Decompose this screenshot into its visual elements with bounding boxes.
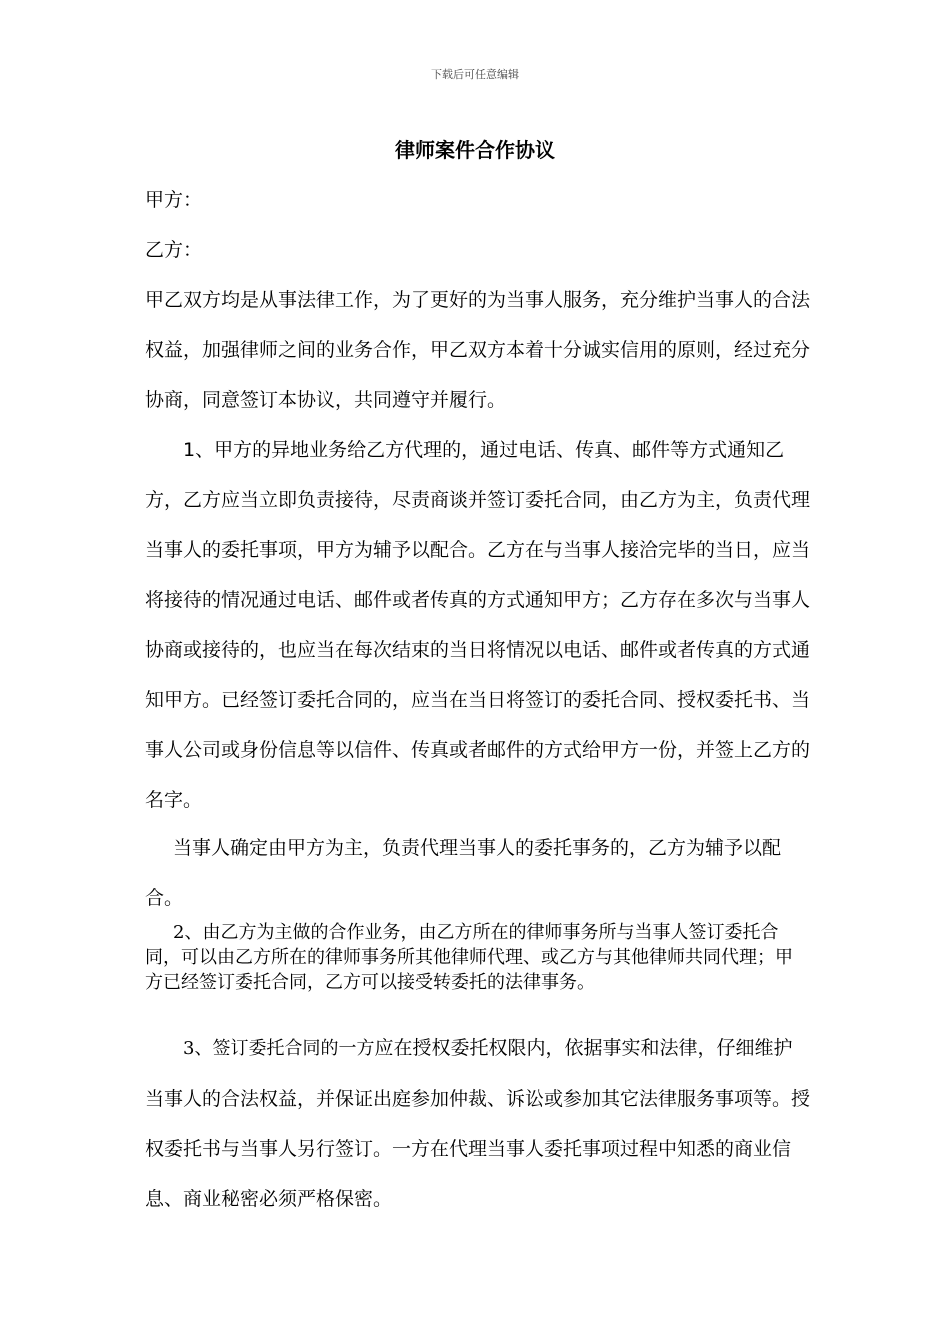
clause-1-paragraph bbox=[145, 425, 810, 825]
clause-2-paragraph bbox=[145, 920, 810, 995]
party-b-label: 乙方： bbox=[145, 239, 203, 261]
preamble-text: 甲乙双方均是从事法律工作，为了更好的为当事人服务，充分维护当事人的合法权益，加强律师之间的业务合作，甲乙双方本着十分诚实信用的原则，经过充分协商，同意签订本协议，共同遵守并履行。 bbox=[145, 289, 811, 411]
clause-2-text: 2、由乙方为主做的合作业务，由乙方所在的律师事务所与当事人签订委托合同，可以由乙方所在的律师事务所其他律师代理、或乙方与其他律师共同代理；甲方已经签订委托合同，乙方可以接受转委托的法律事务。 bbox=[145, 922, 793, 993]
clause-3-lead: 3、签订委托合同的一方 bbox=[183, 1038, 375, 1059]
party-a-label: 甲方： bbox=[145, 189, 203, 211]
clause-1-text: 1、甲方的异地业务给乙方代理的，通过电话、传真、邮件等方式通知乙方，乙方应当立即负责接待，尽责商谈并签订委托合同，由乙方为主，负责代理当事人的委托事项，甲方为辅予以配合。乙方在与当事人接洽完毕的当日，应当将接待的情况通过电话、邮件或者传真的方式通知甲方；乙方存在多次与当事人协商或接待的，也应当在每次结束的当日将情况以电话、邮件或者传真的方式通知甲方。已经签订委托合同的，应当在当日将签订的委托合同、授权委托书、当事人公司或身份信息等以信件、传真或者邮件的方式给甲方一份，并签上乙方的名字。 bbox=[145, 439, 811, 811]
preamble-paragraph bbox=[145, 275, 810, 425]
clause-3-text bbox=[145, 1023, 810, 1224]
page-title: 律师案件合作协议 bbox=[395, 138, 555, 162]
clause-3-body: 应在授权委托权限内，依据事实和法律，仔细维护当事人的合法权益，并保证出庭参加仲裁、诉讼或参加其它法律服务事项等。授权委托书与当事人另行签订。一方在代理当事人委托事项过程中知悉的商业信息、商业秘密必须严格保密。 bbox=[145, 1037, 811, 1210]
clause-1b-paragraph bbox=[145, 823, 810, 923]
header-note: 下载后可任意编辑 bbox=[431, 68, 519, 81]
clause-3-paragraph bbox=[145, 1023, 810, 1224]
clause-1b-text: 当事人确定由甲方为主，负责代理当事人的委托事务的，乙方为辅予以配合。 bbox=[145, 837, 782, 909]
